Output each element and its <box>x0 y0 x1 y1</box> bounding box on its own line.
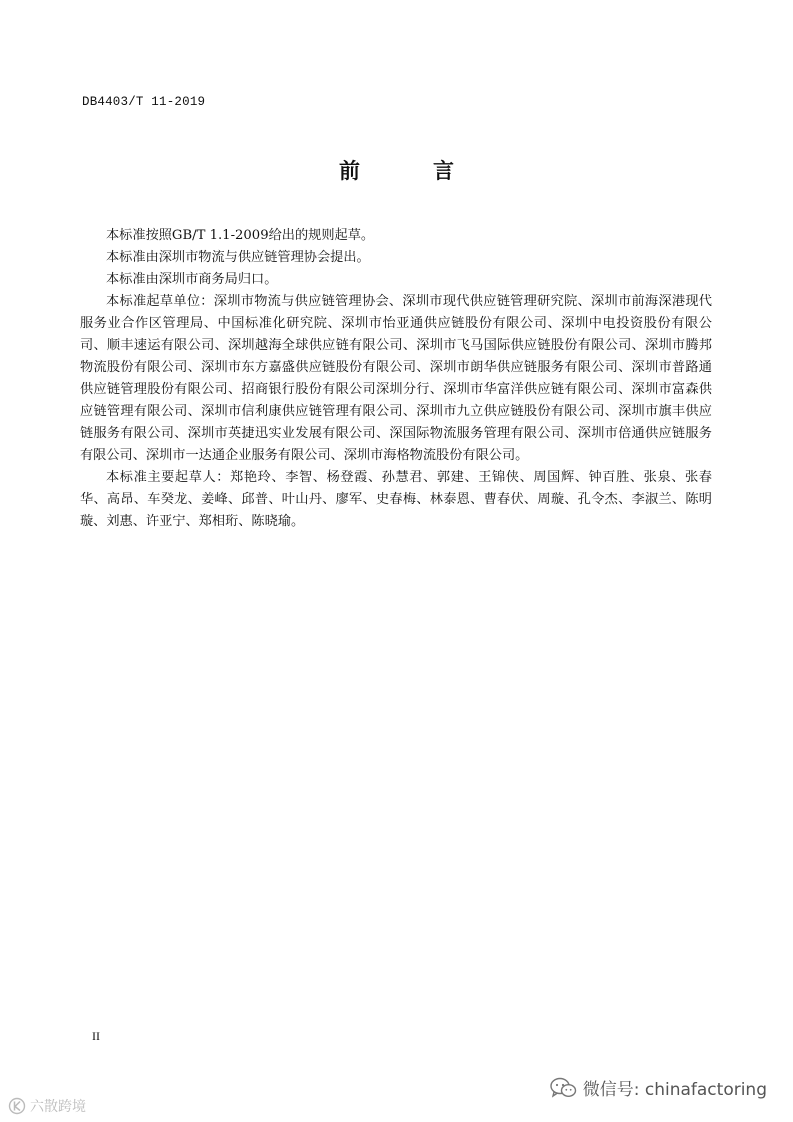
paragraph-drafting-rules: 本标准按照GB/T 1.1-2009给出的规则起草。 <box>106 228 375 243</box>
paragraph-drafters: 本标准主要起草人：郑艳玲、李智、杨登霞、孙慧君、郭建、王锦侠、周国辉、钟百胜、张泉、张春华、高昂、车癸龙、姜峰、邱普、叶山丹、廖军、史春梅、林泰恩、曹春伏、周璇、孔令杰、李淑兰、陈明璇、刘惠、许亚宁、郑相珩、陈晓瑜。 <box>80 470 712 529</box>
paragraph-administrator: 本标准由深圳市商务局归口。 <box>106 272 278 287</box>
brand-watermark <box>8 1096 86 1116</box>
brand-k-icon <box>8 1097 26 1115</box>
document-body <box>80 225 712 533</box>
wechat-icon <box>549 1077 577 1099</box>
wechat-id-label: 微信号: chinafactoring <box>582 1080 767 1100</box>
paragraph-proposer: 本标准由深圳市物流与供应链管理协会提出。 <box>106 250 370 265</box>
document-code: DB4403/T 11-2019 <box>82 95 206 109</box>
brand-label: 六散跨境 <box>30 1099 86 1115</box>
page-number: II <box>92 1029 100 1043</box>
page-title: 前 言 <box>339 159 480 183</box>
paragraph-drafting-units: 本标准起草单位：深圳市物流与供应链管理协会、深圳市现代供应链管理研究院、深圳市前海深港现代服务业合作区管理局、中国标准化研究院、深圳市怡亚通供应链股份有限公司、深圳中电投资股份有限公司、顺丰速运有限公司、深圳越海全球供应链有限公司、深圳市飞马国际供应链股份有限公司、深圳市腾邦物流股份有限公司、深圳市东方嘉盛供应链股份有限公司、深圳市朗华供应链服务有限公司、深圳市普路通供应链管理股份有限公司、招商银行股份有限公司深圳分行、深圳市华富洋供应链有限公司、深圳市富森供应链管理有限公司、深圳市信利康供应链管理有限公司、深圳市九立供应链股份有限公司、深圳市旗丰供应链服务有限公司、深圳市英捷迅实业发展有限公司、深国际物流服务管理有限公司、深圳市倍通供应链服务有限公司、深圳市一达通企业服务有限公司、深圳市海格物流股份有限公司。 <box>80 294 712 463</box>
wechat-watermark <box>549 1075 767 1100</box>
